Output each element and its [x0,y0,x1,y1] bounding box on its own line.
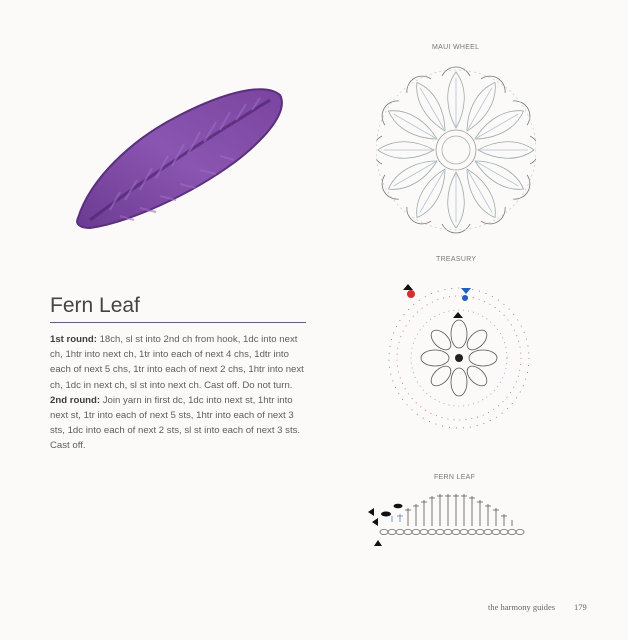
fern-leaf-chart [364,486,544,550]
maui-wheel-diagram [376,62,536,242]
title-rule [50,322,306,323]
round-1-label: 1st round: [50,334,97,345]
fern-leaf-chart-label: FERN LEAF [434,474,476,481]
page-number: 179 [574,602,587,612]
treasury-diagram [374,278,544,438]
pattern-instructions [50,332,310,454]
round-2-label: 2nd round: [50,394,101,406]
maui-wheel-label: MAUI WHEEL [432,44,480,51]
round-1-paragraph [50,332,310,393]
closing-line: Cast off. [50,440,86,452]
fern-leaf-photo [60,70,300,250]
round-1-text: 18ch, sl st into 2nd ch from hook, 1dc into next ch, 1htr into next ch, 1tr into each of next 4 chs, 1dtr into each of next 5 chs, 1tr into each of next 2 chs, 1htr into next ch, 1dc in next ch, sl st into next ch. Cast off. Do not turn. [50,334,304,391]
pattern-title: Fern Leaf [50,294,140,317]
treasury-label: TREASURY [436,256,477,263]
round-2-paragraph [50,393,310,439]
round-2-text: Join yarn in first dc, 1dc into next st, 1htr into next st, 1tr into each of next 5 sts, 1htr into each of next 3 sts, 1dc into each of next 2 sts, sl st into each of next 3 sts. [50,394,301,437]
footer-text: the harmony guides [488,602,556,612]
